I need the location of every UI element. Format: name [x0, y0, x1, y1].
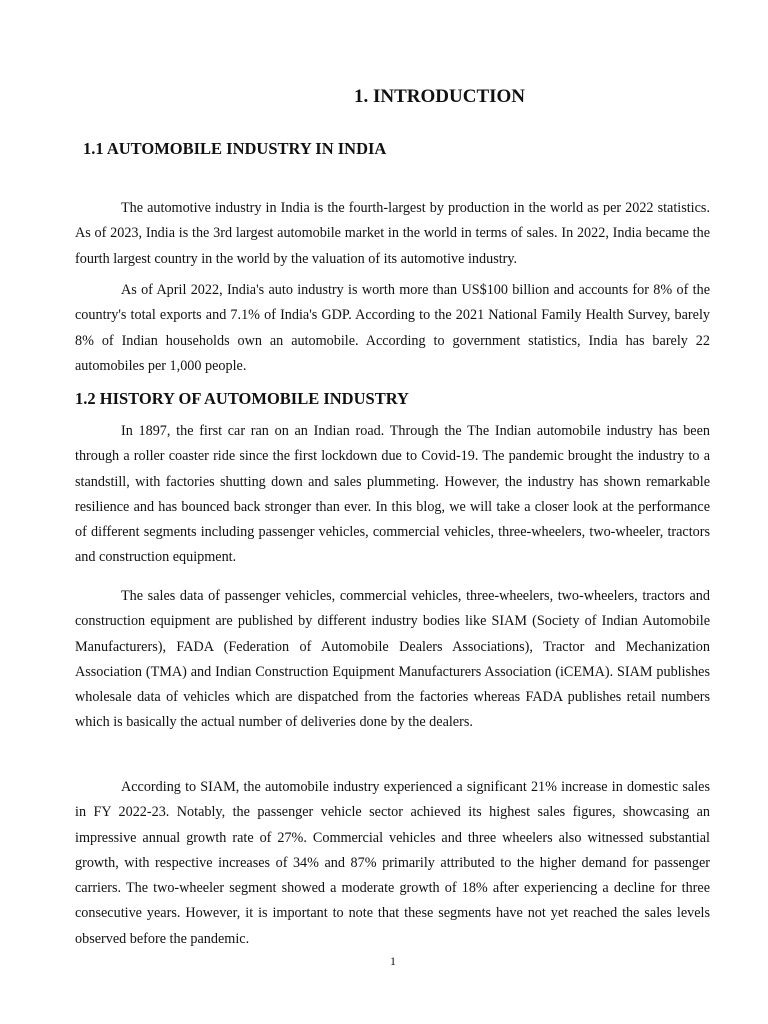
page-title: 1. INTRODUCTION: [354, 86, 526, 107]
paragraph: The sales data of passenger vehicles, commercial vehicles, three-wheelers, two-wheelers, tractors and construction equipment are published by different industry bodies like SIAM (Society of Indian Automobile Manufacturers), FADA (Federation of Automobile Dealers Associations), Tractor and Mechanization Association (TMA) and Indian Construction Equipment Manufacturers Association (iCEMA). SIAM publishes wholesale data of vehicles which are dispatched from the factories whereas FADA publishes retail numbers which is basically the actual number of deliveries done by the dealers.: [75, 588, 710, 731]
paragraph: In 1897, the first car ran on an Indian road. Through the The Indian automobile industry has been through a roller coaster ride since the first lockdown due to Covid-19. The pandemic brought the industry to a standstill, with factories shutting down and sales plummeting. However, the industry has shown remarkable resilience and has bounced back stronger than ever. In this blog, we will take a closer look at the performance of different segments including passenger vehicles, commercial vehicles, three-wheelers, two-wheeler, tractors and construction equipment.: [75, 423, 710, 566]
section-heading-automobile-industry: 1.1 AUTOMOBILE INDUSTRY IN INDIA: [83, 139, 387, 158]
paragraph: The automotive industry in India is the fourth-largest by production in the world as per 2022 statistics. As of 2023, India is the 3rd largest automobile market in the world in terms of sales. In 2022, India became the fourth largest country in the world by the valuation of its automotive industry.: [75, 200, 710, 267]
section-heading-history: 1.2 HISTORY OF AUTOMOBILE INDUSTRY: [75, 389, 409, 408]
paragraph: As of April 2022, India's auto industry is worth more than US$100 billion and accounts for 8% of the country's total exports and 7.1% of India's GDP. According to the 2021 National Family Health Survey, barely 8% of Indian households own an automobile. According to government statistics, India has barely 22 automobiles per 1,000 people.: [75, 282, 710, 374]
page-number: 1: [390, 954, 396, 968]
paragraph: According to SIAM, the automobile industry experienced a significant 21% increase in domestic sales in FY 2022-23. Notably, the passenger vehicle sector achieved its highest sales figures, showcasing an impressive annual growth rate of 27%. Commercial vehicles and three wheelers also witnessed substantial growth, with respective increases of 34% and 87% primarily attributed to the higher demand for passenger carriers. The two-wheeler segment showed a moderate growth of 18% after experiencing a decline for three consecutive years. However, it is important to note that these segments have not yet reached the sales levels observed before the pandemic.: [75, 779, 710, 947]
